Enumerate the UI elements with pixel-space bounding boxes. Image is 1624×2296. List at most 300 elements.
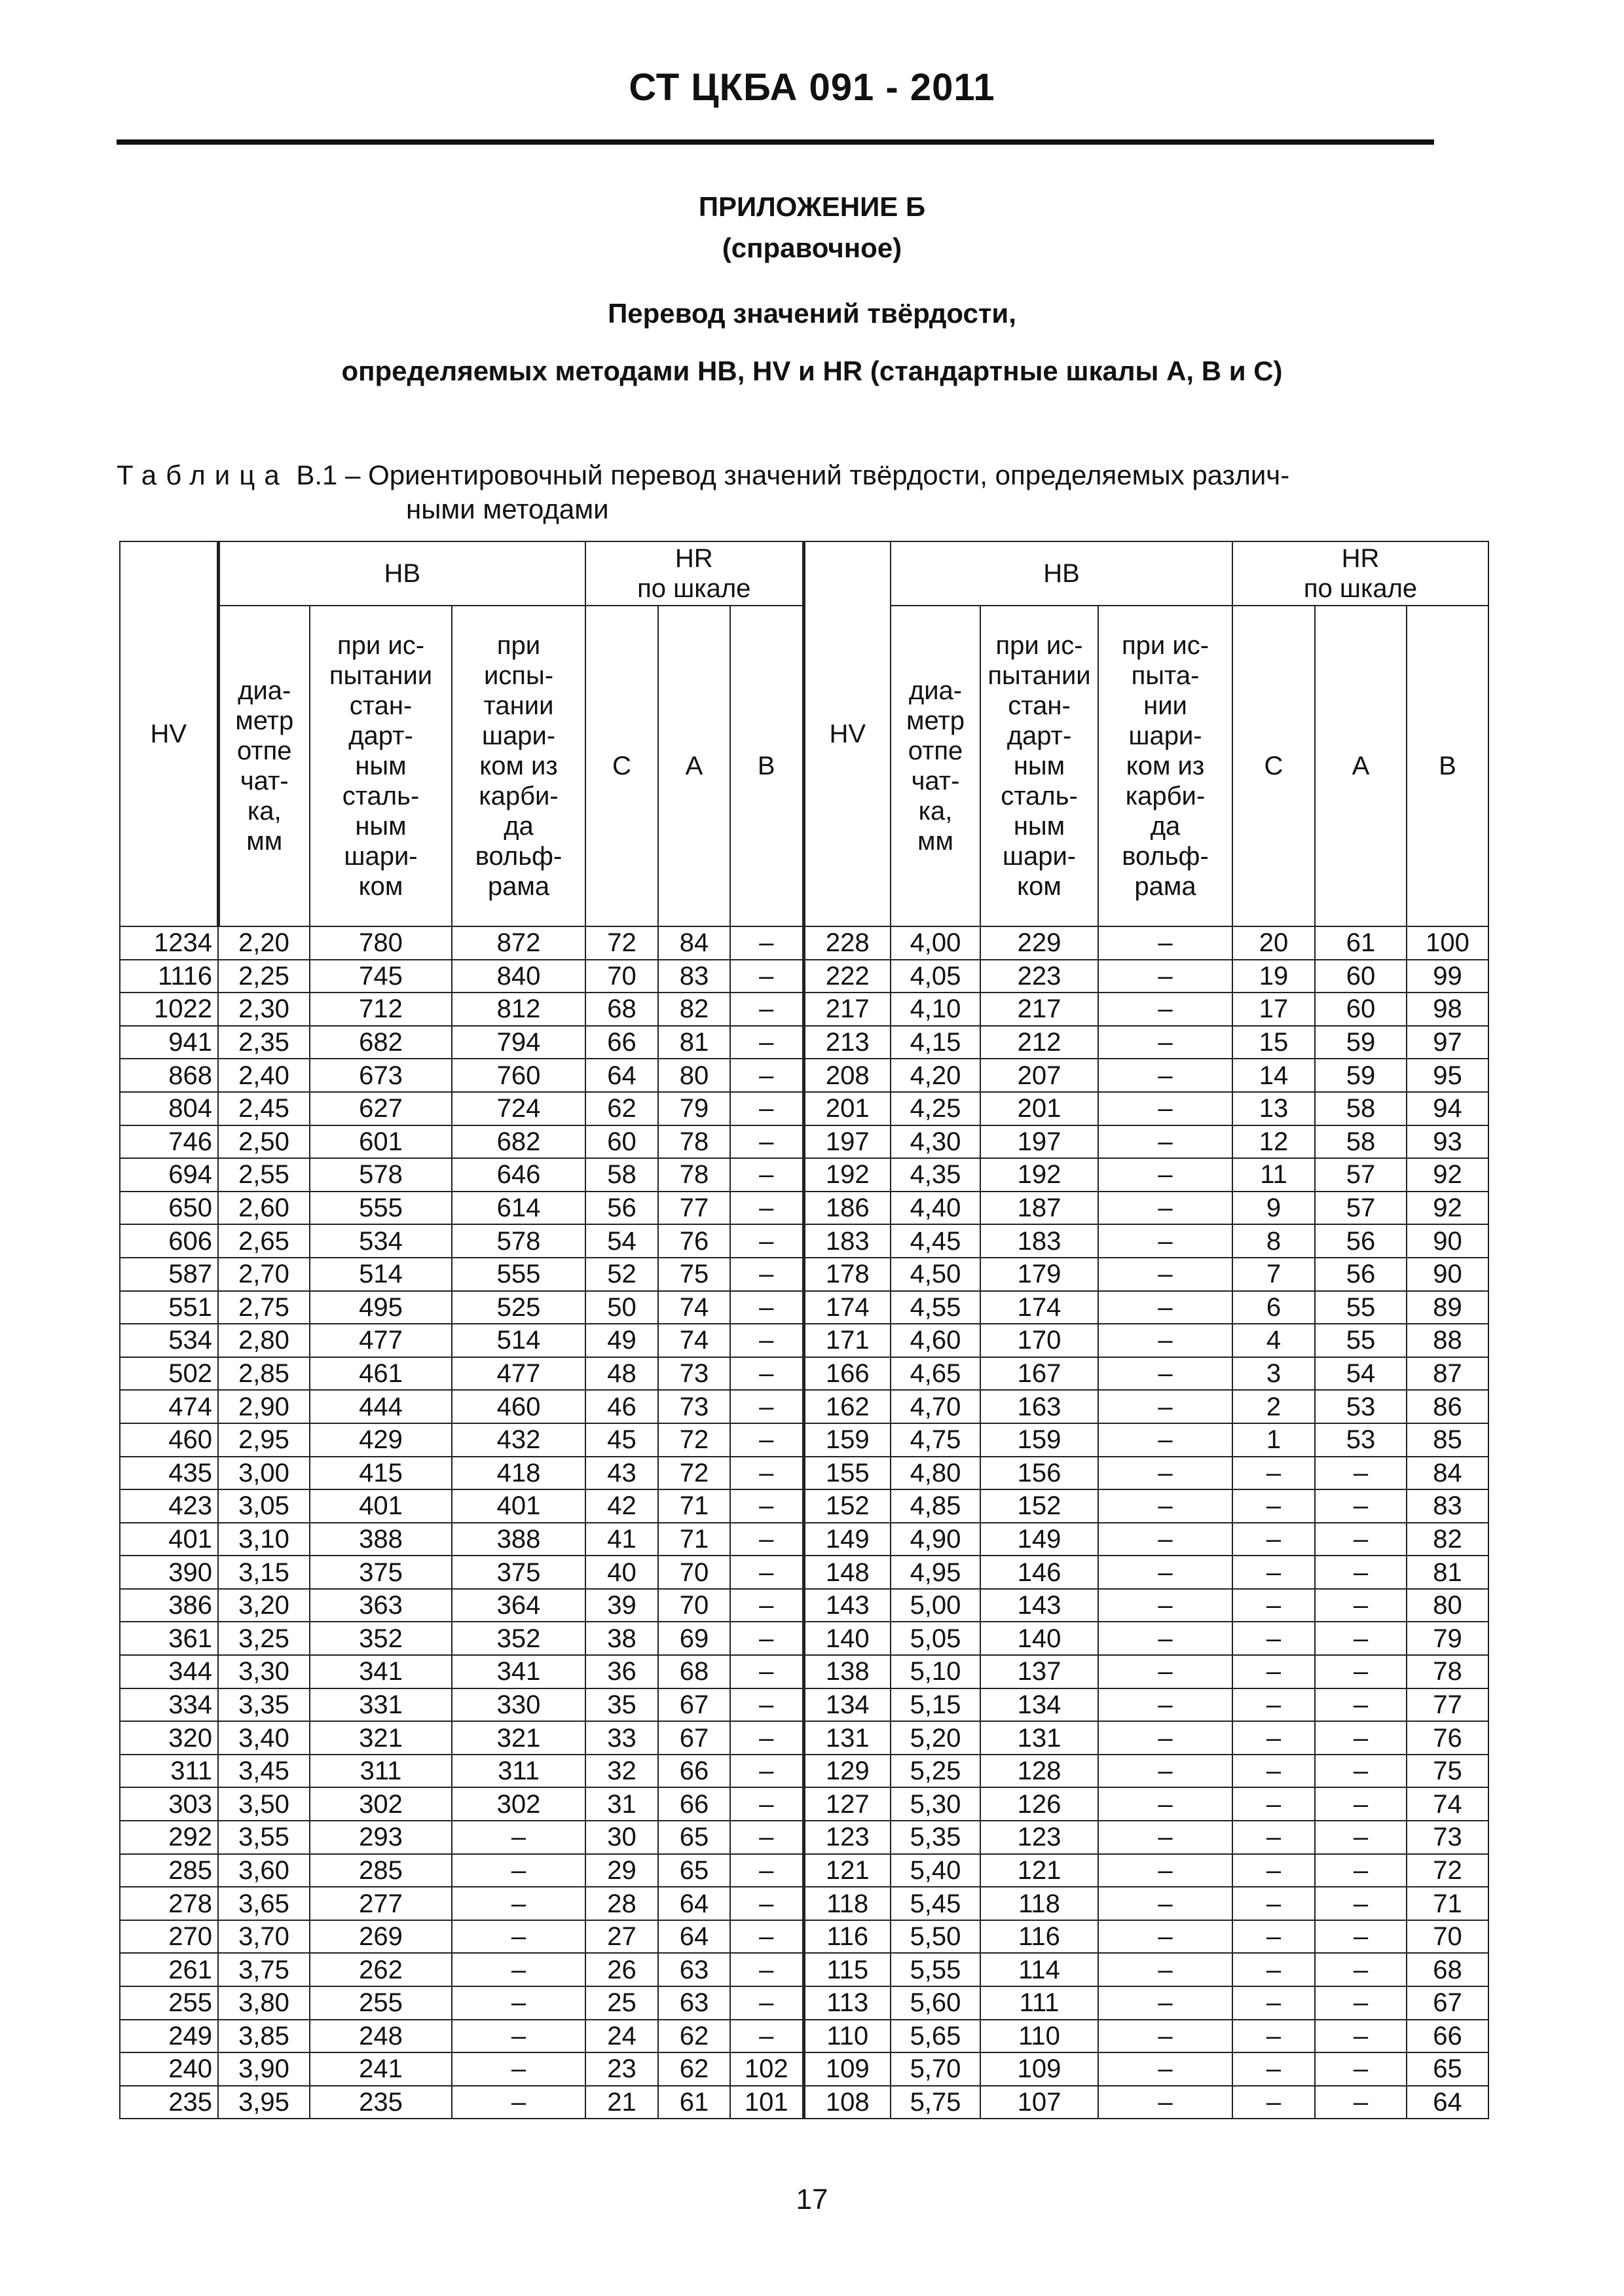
cell-hr-c-left: 26 xyxy=(585,1953,658,1986)
cell-hv-left: 320 xyxy=(120,1721,218,1755)
cell-diameter-left: 3,05 xyxy=(218,1489,310,1523)
cell-hr-a-right: – xyxy=(1315,1821,1407,1854)
cell-hb-carbide-left: 682 xyxy=(452,1125,585,1159)
cell-diameter-left: 3,10 xyxy=(218,1523,310,1556)
cell-hb-carbide-right: – xyxy=(1098,1755,1232,1788)
cell-hv-right: 108 xyxy=(803,2086,891,2119)
cell-hr-b-right: 90 xyxy=(1407,1258,1488,1291)
cell-hb-carbide-left: 760 xyxy=(452,1059,585,1092)
document-code: СТ ЦКБА 091 - 2011 xyxy=(629,66,995,109)
cell-hb-steel-right: 128 xyxy=(980,1755,1098,1788)
cell-hr-c-right: – xyxy=(1232,1622,1315,1655)
cell-hv-left: 435 xyxy=(120,1457,218,1490)
cell-hr-b-left: 102 xyxy=(730,2052,803,2086)
cell-hr-b-right: 73 xyxy=(1407,1821,1488,1854)
cell-hr-a-right: – xyxy=(1315,1986,1407,2020)
cell-hv-right: 121 xyxy=(803,1854,891,1887)
cell-hr-b-right: 100 xyxy=(1407,926,1488,960)
cell-diameter-left: 2,70 xyxy=(218,1258,310,1291)
cell-hr-b-right: 97 xyxy=(1407,1026,1488,1059)
cell-hb-carbide-left: 341 xyxy=(452,1655,585,1688)
cell-hb-steel-right: 212 xyxy=(980,1026,1098,1059)
cell-diameter-left: 2,65 xyxy=(218,1224,310,1258)
cell-diameter-right: 5,55 xyxy=(891,1953,980,1986)
appendix-title: ПРИЛОЖЕНИЕ Б xyxy=(698,191,926,222)
cell-diameter-left: 2,25 xyxy=(218,960,310,993)
cell-hr-c-left: 70 xyxy=(585,960,658,993)
cell-hr-b-left: – xyxy=(730,1324,803,1357)
cell-hr-a-right: – xyxy=(1315,2020,1407,2053)
cell-hv-left: 249 xyxy=(120,2020,218,2053)
cell-diameter-right: 4,35 xyxy=(891,1158,980,1192)
cell-hr-c-left: 35 xyxy=(585,1688,658,1722)
cell-hr-a-right: – xyxy=(1315,2086,1407,2119)
header-b-right: В xyxy=(1407,606,1488,926)
cell-hr-b-right: 68 xyxy=(1407,1953,1488,1986)
cell-hb-carbide-left: 555 xyxy=(452,1258,585,1291)
cell-hr-b-right: 67 xyxy=(1407,1986,1488,2020)
cell-hb-carbide-right: – xyxy=(1098,1026,1232,1059)
cell-hv-left: 292 xyxy=(120,1821,218,1854)
cell-hv-left: 255 xyxy=(120,1986,218,2020)
cell-hr-c-left: 42 xyxy=(585,1489,658,1523)
cell-hr-b-left: – xyxy=(730,1357,803,1391)
cell-hr-c-right: – xyxy=(1232,2052,1315,2086)
cell-hr-c-right: – xyxy=(1232,1523,1315,1556)
table-row xyxy=(120,1721,1488,1755)
cell-hr-a-left: 79 xyxy=(658,1092,730,1125)
cell-hr-c-right: 1 xyxy=(1232,1423,1315,1457)
cell-hr-c-left: 28 xyxy=(585,1887,658,1920)
cell-hb-carbide-right: – xyxy=(1098,993,1232,1026)
cell-hr-a-left: 64 xyxy=(658,1887,730,1920)
cell-hr-c-right: 8 xyxy=(1232,1224,1315,1258)
table-row xyxy=(120,2052,1488,2086)
cell-hv-right: 116 xyxy=(803,1920,891,1954)
cell-hr-b-left: – xyxy=(730,1192,803,1225)
cell-hv-right: 148 xyxy=(803,1556,891,1589)
cell-hr-b-left: – xyxy=(730,1655,803,1688)
cell-hr-b-left: – xyxy=(730,1920,803,1954)
cell-hb-carbide-right: – xyxy=(1098,1489,1232,1523)
cell-hv-left: 261 xyxy=(120,1953,218,1986)
cell-diameter-right: 4,50 xyxy=(891,1258,980,1291)
cell-hr-c-left: 72 xyxy=(585,926,658,960)
cell-hr-b-right: 70 xyxy=(1407,1920,1488,1954)
cell-hv-right: 192 xyxy=(803,1158,891,1192)
cell-hv-right: 155 xyxy=(803,1457,891,1490)
cell-hr-a-right: 57 xyxy=(1315,1158,1407,1192)
cell-hr-a-right: 54 xyxy=(1315,1357,1407,1391)
cell-hr-a-left: 84 xyxy=(658,926,730,960)
cell-hv-left: 804 xyxy=(120,1092,218,1125)
cell-hb-steel-right: 159 xyxy=(980,1423,1098,1457)
cell-hr-a-left: 69 xyxy=(658,1622,730,1655)
cell-hv-right: 129 xyxy=(803,1755,891,1788)
cell-diameter-left: 2,40 xyxy=(218,1059,310,1092)
cell-hb-carbide-left: 514 xyxy=(452,1324,585,1357)
cell-hr-c-left: 49 xyxy=(585,1324,658,1357)
cell-diameter-left: 3,40 xyxy=(218,1721,310,1755)
cell-diameter-left: 3,45 xyxy=(218,1755,310,1788)
cell-hr-b-right: 66 xyxy=(1407,2020,1488,2053)
cell-hr-b-right: 88 xyxy=(1407,1324,1488,1357)
header-diameter-right: диа- метр отпе чат- ка, мм xyxy=(891,606,980,926)
cell-hr-a-right: 56 xyxy=(1315,1224,1407,1258)
cell-diameter-left: 3,50 xyxy=(218,1787,310,1821)
cell-hv-left: 386 xyxy=(120,1589,218,1622)
cell-hb-carbide-left: 840 xyxy=(452,960,585,993)
cell-hb-steel-right: 149 xyxy=(980,1523,1098,1556)
cell-hv-right: 115 xyxy=(803,1953,891,1986)
table-row xyxy=(120,1390,1488,1423)
table-row xyxy=(120,1589,1488,1622)
cell-hv-left: 423 xyxy=(120,1489,218,1523)
hardness-conversion-table xyxy=(119,541,1489,2119)
cell-hr-b-right: 94 xyxy=(1407,1092,1488,1125)
cell-hb-carbide-left: 525 xyxy=(452,1291,585,1324)
cell-diameter-left: 3,00 xyxy=(218,1457,310,1490)
cell-hr-b-left: – xyxy=(730,1523,803,1556)
cell-hb-steel-left: 745 xyxy=(310,960,452,993)
cell-hb-steel-right: 201 xyxy=(980,1092,1098,1125)
cell-hb-carbide-right: – xyxy=(1098,2086,1232,2119)
cell-hr-b-left: – xyxy=(730,1224,803,1258)
cell-hb-steel-left: 415 xyxy=(310,1457,452,1490)
cell-hb-carbide-left: 364 xyxy=(452,1589,585,1622)
cell-hr-b-left: – xyxy=(730,1026,803,1059)
cell-hr-a-left: 76 xyxy=(658,1224,730,1258)
cell-hb-carbide-left: – xyxy=(452,1854,585,1887)
cell-hb-steel-left: 534 xyxy=(310,1224,452,1258)
cell-diameter-right: 5,60 xyxy=(891,1986,980,2020)
cell-hb-carbide-right: – xyxy=(1098,1920,1232,1954)
cell-hr-b-left: – xyxy=(730,1953,803,1986)
cell-hb-carbide-right: – xyxy=(1098,2020,1232,2053)
cell-hr-b-left: – xyxy=(730,1821,803,1854)
cell-diameter-right: 4,70 xyxy=(891,1390,980,1423)
cell-diameter-right: 5,10 xyxy=(891,1655,980,1688)
cell-hr-a-left: 80 xyxy=(658,1059,730,1092)
cell-hr-a-right: 58 xyxy=(1315,1125,1407,1159)
cell-diameter-left: 3,65 xyxy=(218,1887,310,1920)
cell-hb-carbide-left: 388 xyxy=(452,1523,585,1556)
cell-hr-c-right: 20 xyxy=(1232,926,1315,960)
cell-hr-a-left: 83 xyxy=(658,960,730,993)
cell-hv-right: 201 xyxy=(803,1092,891,1125)
cell-diameter-right: 4,95 xyxy=(891,1556,980,1589)
cell-hr-b-left: – xyxy=(730,1158,803,1192)
cell-hv-right: 183 xyxy=(803,1224,891,1258)
cell-hb-steel-left: 285 xyxy=(310,1854,452,1887)
cell-hb-steel-left: 302 xyxy=(310,1787,452,1821)
cell-hr-b-left: – xyxy=(730,1556,803,1589)
cell-hb-carbide-right: – xyxy=(1098,1589,1232,1622)
cell-hb-steel-left: 262 xyxy=(310,1953,452,1986)
cell-diameter-left: 2,30 xyxy=(218,993,310,1026)
cell-hb-carbide-right: – xyxy=(1098,1787,1232,1821)
cell-hb-carbide-left: – xyxy=(452,1887,585,1920)
cell-hb-carbide-right: – xyxy=(1098,1953,1232,1986)
cell-hr-c-right: – xyxy=(1232,1457,1315,1490)
cell-hv-left: 240 xyxy=(120,2052,218,2086)
cell-hb-carbide-right: – xyxy=(1098,1887,1232,1920)
cell-hr-a-left: 65 xyxy=(658,1854,730,1887)
cell-hr-b-right: 90 xyxy=(1407,1224,1488,1258)
cell-diameter-right: 4,40 xyxy=(891,1192,980,1225)
cell-hr-b-right: 93 xyxy=(1407,1125,1488,1159)
cell-hr-c-right: 6 xyxy=(1232,1291,1315,1324)
cell-hb-steel-right: 121 xyxy=(980,1854,1098,1887)
table-caption-text: В.1 – Ориентировочный перевод значений твёрдости, определяемых различ- xyxy=(296,460,1290,490)
cell-hb-steel-left: 429 xyxy=(310,1423,452,1457)
cell-hb-steel-right: 107 xyxy=(980,2086,1098,2119)
cell-hr-b-left: – xyxy=(730,1291,803,1324)
cell-hb-carbide-right: – xyxy=(1098,1721,1232,1755)
cell-hv-left: 474 xyxy=(120,1390,218,1423)
cell-diameter-right: 5,35 xyxy=(891,1821,980,1854)
cell-hr-a-left: 71 xyxy=(658,1523,730,1556)
cell-hb-steel-right: 183 xyxy=(980,1224,1098,1258)
cell-hv-left: 270 xyxy=(120,1920,218,1954)
cell-hr-a-right: – xyxy=(1315,1688,1407,1722)
cell-diameter-left: 3,15 xyxy=(218,1556,310,1589)
cell-diameter-left: 3,20 xyxy=(218,1589,310,1622)
cell-hb-carbide-right: – xyxy=(1098,1258,1232,1291)
cell-hb-carbide-left: 794 xyxy=(452,1026,585,1059)
table-row xyxy=(120,1457,1488,1490)
cell-hr-c-right: – xyxy=(1232,1688,1315,1722)
cell-hb-carbide-left: – xyxy=(452,1920,585,1954)
cell-hb-steel-right: 192 xyxy=(980,1158,1098,1192)
cell-hr-a-right: 55 xyxy=(1315,1291,1407,1324)
cell-hr-c-right: – xyxy=(1232,1721,1315,1755)
cell-hb-carbide-left: 330 xyxy=(452,1688,585,1722)
cell-hr-b-left: – xyxy=(730,1423,803,1457)
cell-hr-c-right: 14 xyxy=(1232,1059,1315,1092)
cell-hr-b-right: 64 xyxy=(1407,2086,1488,2119)
appendix-note: (справочное) xyxy=(722,232,902,263)
cell-hr-b-right: 82 xyxy=(1407,1523,1488,1556)
cell-hr-c-left: 33 xyxy=(585,1721,658,1755)
cell-hr-c-right: – xyxy=(1232,1655,1315,1688)
cell-hb-steel-left: 352 xyxy=(310,1622,452,1655)
cell-hr-b-right: 92 xyxy=(1407,1158,1488,1192)
cell-hb-steel-left: 375 xyxy=(310,1556,452,1589)
cell-hr-a-left: 62 xyxy=(658,2020,730,2053)
cell-hr-c-right: – xyxy=(1232,1986,1315,2020)
cell-diameter-left: 3,55 xyxy=(218,1821,310,1854)
cell-hv-right: 113 xyxy=(803,1986,891,2020)
cell-hr-c-right: – xyxy=(1232,2086,1315,2119)
cell-hb-carbide-left: 477 xyxy=(452,1357,585,1391)
cell-hv-right: 134 xyxy=(803,1688,891,1722)
cell-hr-a-left: 74 xyxy=(658,1324,730,1357)
table-caption-label: Таблица xyxy=(117,460,289,490)
cell-hr-b-right: 87 xyxy=(1407,1357,1488,1391)
cell-hb-carbide-right: – xyxy=(1098,926,1232,960)
cell-hr-a-left: 66 xyxy=(658,1787,730,1821)
cell-diameter-left: 3,95 xyxy=(218,2086,310,2119)
table-row xyxy=(120,1026,1488,1059)
cell-hr-b-left: – xyxy=(730,926,803,960)
cell-hb-steel-right: 167 xyxy=(980,1357,1098,1391)
cell-hr-b-right: 72 xyxy=(1407,1854,1488,1887)
cell-diameter-right: 5,15 xyxy=(891,1688,980,1722)
appendix-heading-line1: Перевод значений твёрдости, xyxy=(608,298,1016,329)
cell-hb-carbide-left: 375 xyxy=(452,1556,585,1589)
table-row xyxy=(120,1125,1488,1159)
cell-hb-carbide-right: – xyxy=(1098,1390,1232,1423)
cell-hv-right: 149 xyxy=(803,1523,891,1556)
cell-hv-right: 186 xyxy=(803,1192,891,1225)
table-caption-text-line2: ными методами xyxy=(406,494,609,524)
cell-hr-c-left: 54 xyxy=(585,1224,658,1258)
header-c-right: С xyxy=(1232,606,1315,926)
cell-diameter-right: 5,65 xyxy=(891,2020,980,2053)
cell-hr-c-right: 9 xyxy=(1232,1192,1315,1225)
cell-hr-a-left: 82 xyxy=(658,993,730,1026)
cell-hr-a-left: 62 xyxy=(658,2052,730,2086)
cell-hr-a-right: 57 xyxy=(1315,1192,1407,1225)
cell-hb-steel-right: 123 xyxy=(980,1821,1098,1854)
cell-hr-a-right: 56 xyxy=(1315,1258,1407,1291)
cell-hb-steel-right: 146 xyxy=(980,1556,1098,1589)
table-row xyxy=(120,1787,1488,1821)
header-a-right: А xyxy=(1315,606,1407,926)
table-row xyxy=(120,2020,1488,2053)
cell-hr-c-right: 4 xyxy=(1232,1324,1315,1357)
cell-hr-b-left: – xyxy=(730,1986,803,2020)
cell-diameter-left: 2,55 xyxy=(218,1158,310,1192)
cell-diameter-right: 4,00 xyxy=(891,926,980,960)
cell-hr-c-left: 40 xyxy=(585,1556,658,1589)
cell-diameter-right: 4,20 xyxy=(891,1059,980,1092)
cell-hv-right: 152 xyxy=(803,1489,891,1523)
cell-diameter-left: 3,85 xyxy=(218,2020,310,2053)
cell-hv-left: 303 xyxy=(120,1787,218,1821)
cell-hr-a-right: – xyxy=(1315,1721,1407,1755)
header-hb-right: НВ xyxy=(891,541,1232,606)
cell-hr-a-right: 55 xyxy=(1315,1324,1407,1357)
cell-diameter-left: 2,85 xyxy=(218,1357,310,1391)
table-row xyxy=(120,1059,1488,1092)
cell-hr-c-left: 36 xyxy=(585,1655,658,1688)
cell-hb-steel-left: 514 xyxy=(310,1258,452,1291)
cell-hb-steel-right: 170 xyxy=(980,1324,1098,1357)
cell-hr-c-right: – xyxy=(1232,1953,1315,1986)
cell-hr-c-right: – xyxy=(1232,1887,1315,1920)
cell-hr-b-right: 76 xyxy=(1407,1721,1488,1755)
cell-hb-steel-left: 712 xyxy=(310,993,452,1026)
cell-hr-c-left: 58 xyxy=(585,1158,658,1192)
cell-hb-steel-right: 126 xyxy=(980,1787,1098,1821)
cell-hr-b-left: – xyxy=(730,1854,803,1887)
table-row xyxy=(120,1622,1488,1655)
table-row xyxy=(120,1920,1488,1954)
cell-hr-a-right: – xyxy=(1315,1622,1407,1655)
cell-hr-a-left: 64 xyxy=(658,1920,730,1954)
cell-diameter-left: 2,90 xyxy=(218,1390,310,1423)
table-row xyxy=(120,1854,1488,1887)
cell-diameter-left: 3,25 xyxy=(218,1622,310,1655)
table-row xyxy=(120,2086,1488,2119)
cell-hv-right: 171 xyxy=(803,1324,891,1357)
cell-hb-carbide-right: – xyxy=(1098,1224,1232,1258)
cell-diameter-right: 4,55 xyxy=(891,1291,980,1324)
cell-hv-right: 143 xyxy=(803,1589,891,1622)
cell-hb-carbide-right: – xyxy=(1098,1059,1232,1092)
cell-hb-steel-right: 156 xyxy=(980,1457,1098,1490)
cell-hr-c-right: – xyxy=(1232,1589,1315,1622)
cell-hr-b-left: – xyxy=(730,1887,803,1920)
cell-hv-left: 401 xyxy=(120,1523,218,1556)
cell-hr-a-right: – xyxy=(1315,1457,1407,1490)
cell-diameter-left: 3,35 xyxy=(218,1688,310,1722)
cell-hv-right: 162 xyxy=(803,1390,891,1423)
cell-hr-b-left: – xyxy=(730,1589,803,1622)
cell-diameter-left: 2,35 xyxy=(218,1026,310,1059)
header-hv-right: HV xyxy=(803,541,891,926)
table-row xyxy=(120,1986,1488,2020)
cell-diameter-left: 3,60 xyxy=(218,1854,310,1887)
table-row xyxy=(120,1423,1488,1457)
header-steel-ball-left: при ис- пытании стан- дарт- ным сталь- ным шари- ком xyxy=(310,606,452,926)
page-number: 17 xyxy=(796,2183,828,2215)
header-hr-right: HR по шкале xyxy=(1232,541,1488,606)
cell-hr-a-left: 63 xyxy=(658,1953,730,1986)
cell-hb-steel-left: 241 xyxy=(310,2052,452,2086)
cell-hr-b-left: – xyxy=(730,1755,803,1788)
cell-hb-carbide-left: 432 xyxy=(452,1423,585,1457)
cell-hr-b-left: – xyxy=(730,1390,803,1423)
cell-hr-c-right: – xyxy=(1232,1821,1315,1854)
cell-hb-steel-right: 143 xyxy=(980,1589,1098,1622)
cell-hr-c-left: 46 xyxy=(585,1390,658,1423)
cell-hr-b-right: 80 xyxy=(1407,1589,1488,1622)
cell-hv-left: 587 xyxy=(120,1258,218,1291)
cell-hb-carbide-left: – xyxy=(452,1953,585,1986)
cell-hb-carbide-left: – xyxy=(452,1821,585,1854)
table-row xyxy=(120,1655,1488,1688)
cell-hb-steel-left: 331 xyxy=(310,1688,452,1722)
cell-hb-carbide-left: 872 xyxy=(452,926,585,960)
cell-diameter-right: 5,30 xyxy=(891,1787,980,1821)
cell-hr-c-left: 38 xyxy=(585,1622,658,1655)
cell-hv-right: 174 xyxy=(803,1291,891,1324)
cell-hb-carbide-right: – xyxy=(1098,1324,1232,1357)
cell-hr-a-right: 60 xyxy=(1315,960,1407,993)
cell-hr-c-left: 64 xyxy=(585,1059,658,1092)
cell-hb-steel-right: 207 xyxy=(980,1059,1098,1092)
cell-hv-left: 941 xyxy=(120,1026,218,1059)
cell-diameter-right: 5,50 xyxy=(891,1920,980,1954)
cell-hb-carbide-right: – xyxy=(1098,1192,1232,1225)
cell-hr-c-left: 39 xyxy=(585,1589,658,1622)
cell-hv-right: 159 xyxy=(803,1423,891,1457)
cell-hv-left: 460 xyxy=(120,1423,218,1457)
cell-hv-left: 1022 xyxy=(120,993,218,1026)
cell-hr-a-left: 65 xyxy=(658,1821,730,1854)
cell-hb-steel-left: 461 xyxy=(310,1357,452,1391)
header-steel-ball-right: при ис- пытании стан- дарт- ным сталь- ным шари- ком xyxy=(980,606,1098,926)
cell-diameter-right: 4,80 xyxy=(891,1457,980,1490)
cell-hb-steel-left: 255 xyxy=(310,1986,452,2020)
cell-hv-right: 109 xyxy=(803,2052,891,2086)
cell-hv-left: 311 xyxy=(120,1755,218,1788)
table-row xyxy=(120,1258,1488,1291)
cell-hv-left: 334 xyxy=(120,1688,218,1722)
